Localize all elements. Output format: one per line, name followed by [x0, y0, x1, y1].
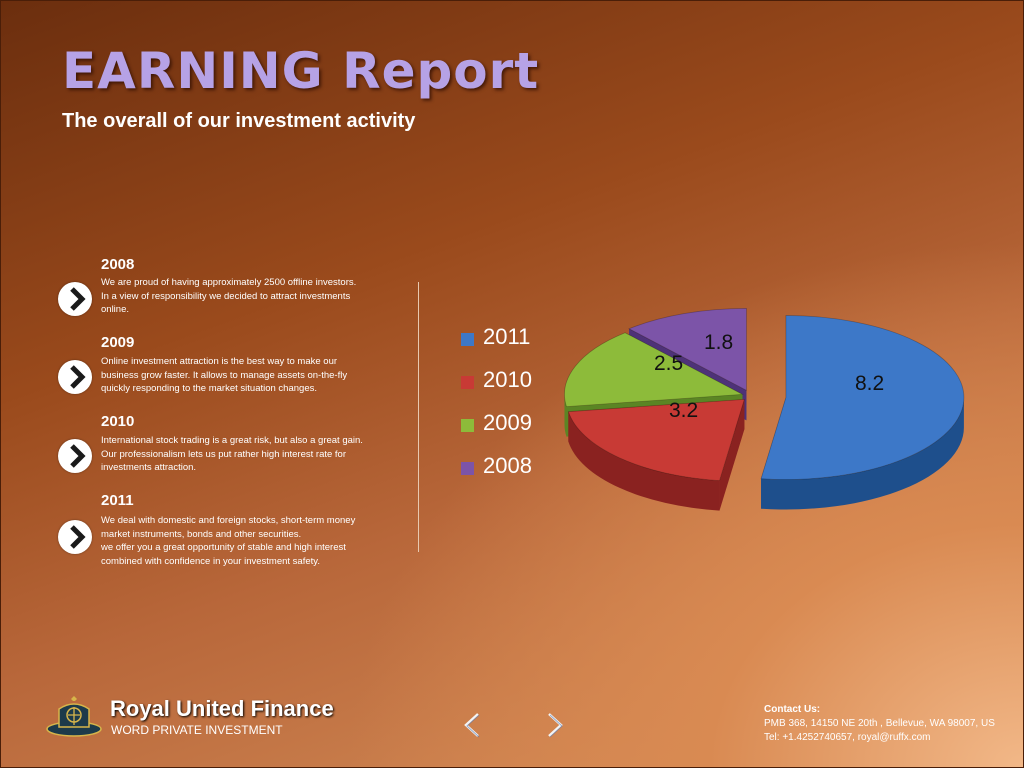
desc-line: In a view of responsibility we decided to attract investments: [101, 290, 351, 302]
legend-label: 2009: [483, 410, 532, 435]
item-year: 2011: [101, 492, 134, 509]
legend-swatch: [461, 333, 474, 346]
contact-heading: Contact Us:: [764, 704, 821, 715]
item-year: 2010: [101, 413, 135, 430]
contact-info: [764, 703, 995, 745]
legend-label: 2008: [483, 453, 532, 478]
legend-swatch: [461, 376, 474, 389]
item-description: [101, 276, 401, 317]
chevron-right-icon[interactable]: [58, 282, 92, 316]
item-year: 2008: [101, 256, 135, 273]
next-button[interactable]: [543, 712, 567, 738]
prev-button[interactable]: [460, 712, 484, 738]
legend-swatch: [461, 419, 474, 432]
desc-line: combined with confidence in your investment safety.: [101, 555, 320, 567]
legend-swatch: [461, 462, 474, 475]
desc-line: we offer you a great opportunity of stable and high interest: [101, 542, 346, 553]
legend-label: 2011: [483, 324, 531, 349]
page-title: EARNING Report: [62, 42, 540, 100]
item-description: [101, 355, 401, 396]
desc-line: Online investment attraction is the best way to make our: [101, 356, 338, 367]
desc-line: quickly responding to the market situation changes.: [101, 383, 317, 394]
chevron-right-icon[interactable]: [58, 520, 92, 554]
legend-label: 2010: [483, 367, 532, 392]
brand-tagline: WORD PRIVATE INVESTMENT: [111, 723, 283, 737]
data-label-2011: 8.2: [855, 372, 885, 395]
chevron-right-icon[interactable]: [58, 439, 92, 473]
data-label-2010: 3.2: [669, 399, 699, 422]
item-year: 2009: [101, 334, 135, 351]
data-label-2009: 2.5: [654, 352, 684, 375]
desc-line: We deal with domestic and foreign stocks, short-term money: [101, 515, 356, 526]
desc-line: investments attraction.: [101, 462, 197, 473]
chevron-right-icon: [543, 712, 567, 738]
desc-line: online.: [101, 304, 129, 315]
desc-line: International stock trading is a great risk, but also a great gain.: [101, 435, 363, 446]
desc-line: Our professionalism lets us put rather high interest rate for: [101, 448, 347, 460]
pie-chart: [560, 296, 980, 541]
page-subtitle: The overall of our investment activity: [62, 110, 416, 132]
item-description: [101, 514, 401, 568]
item-description: [101, 434, 401, 475]
vertical-divider: [418, 282, 419, 552]
contact-address: PMB 368, 14150 NE 20th , Bellevue, WA 98007, US: [764, 718, 995, 729]
chevron-right-icon[interactable]: [58, 360, 92, 394]
pie-chart-svg: [560, 296, 980, 536]
desc-line: We are proud of having approximately 2500 offline investors.: [101, 277, 357, 288]
chevron-left-icon: [460, 712, 484, 738]
contact-tel: Tel: +1.4252740657, royal@ruffx.com: [764, 732, 931, 743]
brand-name: Royal United Finance: [110, 696, 334, 721]
brand-logo: [45, 695, 103, 744]
desc-line: business grow faster. It allows to manage assets on-the-fly: [101, 369, 348, 381]
desc-line: market instruments, bonds and other securities.: [101, 528, 302, 540]
data-label-2008: 1.8: [704, 331, 734, 354]
